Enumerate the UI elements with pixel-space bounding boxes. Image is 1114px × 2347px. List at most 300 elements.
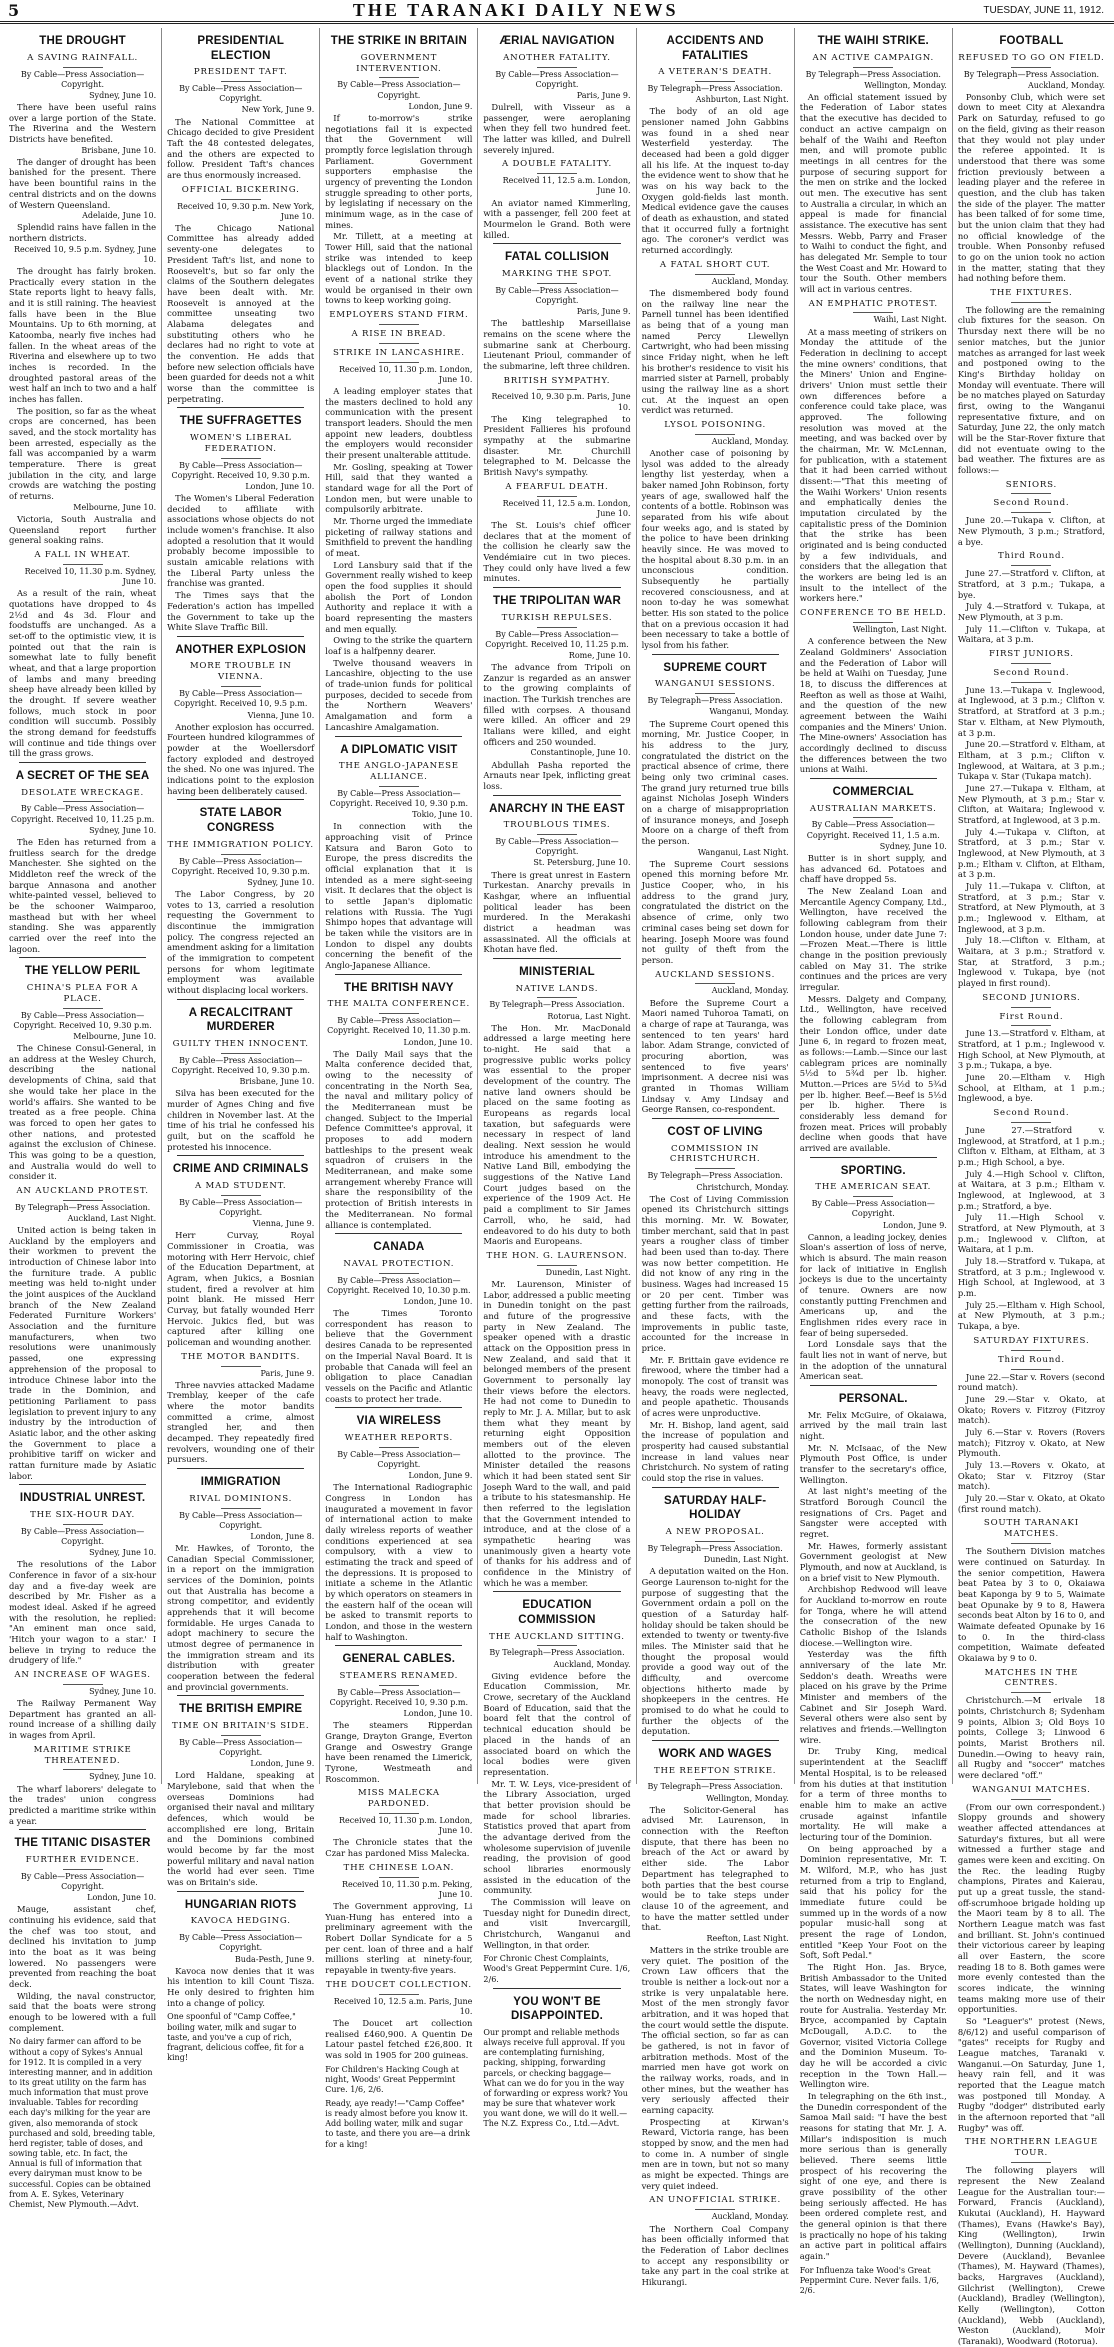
dateline: Received 11, 12.5 a.m. London, June 10.: [502, 176, 631, 196]
article-paragraph: The National Committee at Chicago decided to give President Taft the 48 contested delegates, and the others are expected to follow. President Taft's chances are thus enormously increased.: [167, 116, 315, 180]
section-headline: THE YELLOW PERIL: [24, 965, 141, 978]
subheading-rule: [537, 997, 577, 998]
wire-credit: By Cable—Press Association—Copyright.: [179, 1510, 303, 1530]
advertisement-text: For Chronic Chest Complaints, Wood's Great Peppermint Cure. 1/6, 2/6.: [483, 1954, 631, 1984]
subheading: AUSTRALIAN MARKETS.: [809, 803, 937, 814]
subheading-rule: [1011, 493, 1051, 494]
article-paragraph: The Doucet art collection realised £460,900. A Quentin De Latour pastel fetched £26,800. It was sold in 1905 for 200 guineas.: [325, 2017, 473, 2060]
section-headline: CANADA: [373, 1241, 425, 1254]
subheading-rule: [63, 67, 103, 68]
section-headline: THE SUFFRAGETTES: [179, 415, 302, 428]
subheading: THE HON. G. LAURENSON.: [486, 1250, 628, 1261]
section-headline: COMMERCIAL: [832, 785, 914, 798]
dateline: Buda-Pesth, June 9.: [234, 1954, 315, 1964]
section-divider: [652, 1118, 779, 1119]
section-headline: THE BRITISH NAVY: [344, 981, 454, 994]
article-paragraph: June 13.—Tukapa v. Inglewood, at Inglewood, at 3 p.m.; Clifton v. Stratford, at Stratford at 3 p.m.; Star v. Eltham, at New Plymouth, at 3 p.m.: [957, 684, 1105, 738]
subheading: OFFICIAL BICKERING.: [181, 184, 300, 195]
subheading-rule: [63, 1200, 103, 1201]
subheading: NATIVE LANDS.: [515, 983, 599, 994]
dateline: London, June 9.: [408, 1471, 473, 1480]
article-paragraph: Victoria, South Australia and Queensland report further general soaking rains.: [9, 513, 157, 546]
article-paragraph: Mr. Thorne urged the immediate picketing of railway stations and Smithfield to prevent the handling of meat.: [325, 516, 473, 559]
subheading-rule: [379, 343, 419, 344]
subheading: FIRST JUNIORS.: [989, 649, 1074, 659]
subheading: STEAMERS RENAMED.: [339, 1670, 459, 1681]
subheading: CONFERENCE TO BE HELD.: [800, 608, 947, 619]
dateline: Brisbane, June 10.: [81, 145, 157, 155]
section-headline: ÆRIAL NAVIGATION: [499, 35, 615, 47]
section-divider: [810, 1385, 937, 1386]
article-paragraph: June 22.—Star v. Rovers (second round match).: [957, 1371, 1105, 1393]
article-paragraph: July 11.—Tukapa v. Clifton, at Stratford, at 3 p.m.; Star v. Stratford, at New Plymouth, at 3 p.m.; Inglewood v. Eltham, at Inglewood, at 3 p.m.: [957, 880, 1105, 934]
dateline: Paris, June 9.: [576, 90, 631, 100]
section-headline: YOU WON'T BE DISAPPOINTED.: [510, 1995, 604, 2023]
subheading-rule: [537, 173, 577, 174]
section-headline: SUPREME COURT: [663, 661, 767, 674]
section-headline: EDUCATION COMMISSION: [518, 1599, 596, 1626]
subheading: GUILTY THEN INNOCENT.: [172, 1038, 309, 1049]
article-paragraph: Lord Lansbury said that if the Government really wished to keep open the food supplies it should abolish the Port of London Authority and replace it with a board representing the masters and men equally.: [325, 559, 473, 634]
subheading-rule: [853, 67, 893, 68]
subheading-rule: [63, 564, 103, 565]
section-headline: WORK AND WAGES: [658, 1747, 772, 1760]
article-paragraph: An aviator named Kimmerling, with a passenger, fell 200 feet at Mourmelon le Grand. Both were killed.: [483, 197, 631, 240]
article-paragraph: Twelve thousand weavers in Lancashire, objecting to the use of trade-union funds for political purposes, decided to secede from the Northern Weavers' Amalgamation and form a Lancashire Amalgamation.: [325, 657, 473, 732]
section-divider: [177, 1695, 304, 1696]
subheading: Third Round.: [997, 1354, 1065, 1365]
article-paragraph: Silva has been executed for the murder of Agnes Ching and five children in November last. At the time of his trial he confessed his guilt, but on the scaffold he protested his innocence.: [167, 1088, 315, 1152]
section-headline: MINISTERIAL: [519, 965, 595, 978]
article-paragraph: The Solicitor-General has advised Mr. Laurenson, in connection with the Reefton dispute, that there has been no breach of the Act or award by either side. The Labor Department has telegraphed to both parties that the best course would be to take steps under clause 10 of the agreement, and to have the matter settled under that.: [641, 1804, 789, 1933]
wire-credit: By Cable—Press Association—Copyright. Received 10, 9.30 p.m.: [329, 1687, 469, 1707]
subheading: Second Round.: [993, 667, 1070, 678]
subheading: REFUSED TO GO ON FIELD.: [958, 52, 1105, 63]
subheading: DESOLATE WRECKAGE.: [21, 787, 145, 798]
advertisement-text: No dairy farmer can afford to be without a copy of Sykes's Annual for 1912. It is compiled in a very interesting manner, and in addition to its great utility on the farm has much information that must prove invaluable. Tables for recording each day's milking for the year are given, also memoranda of stock purchased and sold, breeding table, herd register, table of doses, and sowing table, etc. In fact, the Annual is full of information that every dairyman must know to be successful. Copies can be obtained from A. E. Sykes, Veterinary Chemist, New Plymouth.—Advt.: [9, 2037, 156, 2209]
subheading-rule: [221, 199, 261, 200]
subheading-rule: [1011, 2162, 1051, 2163]
dateline: Auckland, Monday.: [553, 1659, 631, 1669]
dateline: Received 10, 12.5 a.m. Paris, June 10.: [333, 1996, 473, 2016]
article-paragraph: United action is being taken in Auckland by the employers and their workmen to prevent the introduction of Chinese labor into the furniture trade. A public meeting was held to-night under the joint auspices of the Auckland branch of the New Zealand Federated Furniture Workers' Association and the furniture manufacturers, when two resolutions were unanimously passed, one expressing apprehension of the proposal to introduce Chinese labor into the trade in the Dominion, and petitioning Parliament to pass legislation to prevent injury to any industry by the introduction of Asiatic labor, and the other asking the Government to place a prohibitive tariff on wicker and rattan furniture made by Asiatic labor.: [9, 1225, 157, 1481]
subheading: SECOND JUNIORS.: [982, 992, 1081, 1003]
dateline: London, June 10.: [403, 1709, 473, 1719]
section-headline: FOOTBALL: [999, 35, 1064, 47]
article-paragraph: So "Leaguer's" protest (News, 8/6/12) and useful comparison of "gates" receipts for Rugby and League matches, Taranaki v. Wanganui.—On Saturday, June 1, heavy rain fell, and it was reported that the League match was postponed till Monday. A Rugby "dodger" distributed early in the afternoon reported that "all Rugby" was off.: [957, 2016, 1105, 2133]
column-6: [795, 28, 953, 2296]
article-paragraph: Mr. Hawkes, of Toronto, the Canadian Special Commissioner, in a report on the immigration services of the Dominion, points out that Australia has become a strong competitor, and evidently apprehends that it will become formidable. He urges Canada to adopt machinery to secure the utmost degree of permanence in the immigration stream and its distribution with greater cooperation between the federal and provincial governments.: [167, 1543, 315, 1692]
article-paragraph: July 6.—Star v. Rovers (Rovers match); Fitzroy v. Okato, at New Plymouth.: [957, 1426, 1105, 1459]
section-divider: [19, 957, 146, 958]
section-headline: PRESIDENTIAL ELECTION: [197, 35, 285, 62]
subheading-rule: [1011, 67, 1051, 68]
section-divider: [493, 243, 620, 244]
subheading-rule: [379, 324, 419, 325]
subheading-rule: [63, 801, 103, 802]
subheading-rule: [1011, 663, 1051, 664]
subheading-rule: [1011, 1543, 1051, 1544]
subheading: THE DOUCET COLLECTION.: [325, 1979, 472, 1990]
dateline: Constantinople, June 10.: [530, 748, 631, 758]
article-paragraph: At last night's meeting of the Stratford Borough Council the resignations of Crs. Paget and Sangster were accepted with regret.: [799, 1486, 947, 1540]
subheading-rule: [1011, 1369, 1051, 1370]
article-paragraph: June 27.—Tukapa v. Eltham, at New Plymouth, at 3 p.m.; Star v. Clifton, at Waitara; Inglewood v. Stratford, at Inglewood, at 3 p.m.: [957, 782, 1105, 825]
subheading-rule: [63, 1684, 103, 1685]
article-paragraph: The Chronicle states that the Czar has pardoned Miss Malecka.: [325, 1837, 473, 1859]
section-headline: A DIPLOMATIC VISIT: [340, 743, 458, 756]
subheading: THE MALTA CONFERENCE.: [327, 999, 471, 1010]
subheading-rule: [695, 1541, 735, 1542]
section-headline: SPORTING.: [840, 1164, 906, 1177]
subheading: CHINA'S PLEA FOR A PLACE.: [26, 982, 139, 1004]
section-headline: THE TITANIC DISASTER: [14, 1837, 151, 1850]
wire-credit: By Cable—Press Association—Copyright.: [20, 1526, 145, 1546]
dateline: Melbourne, June 10.: [73, 502, 157, 512]
subheading: SENIORS.: [1005, 479, 1058, 490]
dateline: Received 10, 9.30 p.m. New York, June 10.: [177, 201, 315, 221]
subheading-rule: [379, 1994, 419, 1995]
article-paragraph: The dismembered body found on the railway line near the Parnell tunnel has been identified as being that of a young man named Percy Llewellyn Cartwright, who had been missing since Friday night, when he left his brother's residence to visit his married sister at Parnell, probably using the railway line as a short cut. At the inquest an open verdict was returned.: [641, 287, 789, 416]
dateline: Auckland, Monday.: [711, 986, 789, 996]
dateline: Reefton, Last Night.: [706, 1933, 789, 1943]
wire-credit: By Telegraph—Press Association.: [489, 1648, 625, 1658]
subheading: A FATAL SHORT CUT.: [659, 259, 771, 270]
subheading: A FEARFUL DEATH.: [505, 481, 609, 492]
subheading: THE CHINESE LOAN.: [343, 1862, 455, 1873]
dateline: Auckland, Monday.: [711, 276, 789, 286]
article-paragraph: The Right Hon. Jas. Bryce, British Ambassador to the United States, will leave Washington for the north on Wednesday night, en route for Australia. Yesterday Mr. Bryce, accompanied by Captain McDougall, A.D.C. to the Governor, visited Victoria College and the Dominion Museum. To-day he will be accorded a civic reception in the Town Hall.—Wellington wire.: [799, 1961, 947, 2090]
subheading-rule: [379, 1877, 419, 1878]
section-divider: [19, 1829, 146, 1830]
section-headline: THE WAIHI STRIKE.: [817, 35, 929, 47]
subheading: ANOTHER FATALITY.: [503, 52, 611, 63]
article-paragraph: Mr. F. Brittain gave evidence re firewood, where the timber had a monopoly. The cost of transit was heavy, the roads were neglected, and people apathetic. Thousands of acres were unproductive.: [641, 1354, 789, 1419]
dateline: Rotorua, Last Night.: [547, 1011, 631, 1021]
dateline: Received 11, 12.5 a.m. London, June 10.: [502, 498, 631, 518]
wire-credit: By Telegraph—Press Association.: [647, 696, 783, 706]
subheading: NAVAL PROTECTION.: [343, 1258, 455, 1269]
subheading-rule: [379, 1447, 419, 1448]
article-paragraph: June 20.—Eltham v. High School, at Eltham, at 1 p.m.; Inglewood, a bye.: [957, 1072, 1105, 1104]
subheading: RIVAL DOMINIONS.: [189, 1493, 293, 1504]
article-paragraph: The Hon. Mr. MacDonald addressed a large meeting here to-night. He said that a progressive public works policy was essential to the proper development of the country. The native land owners should be placed on the same footing as Europeans as regards local taxation, but safeguards were necessary in respect of land dealing. Next session he would introduce his amendment to the Native Land Bill, embodying the suggestions of the Native Land Court judges based on the experience of the 1909 Act. He paid a compliment to Sir James Carroll, who, he said, had endeavored to do his duty to both Maoris and Europeans.: [483, 1022, 631, 1247]
article-paragraph: The wharf laborers' delegate to the trades' union congress predicted a maritime strike within a year.: [9, 1783, 157, 1826]
article-paragraph: The position, so far as the wheat crops are concerned, has been saved, and the stock mortality has been arrested, especially as the fall was accompanied by a warm temperature. There is great jubilation in the city, and large crowds are watching the posting of returns.: [9, 405, 157, 502]
dateline: Wanganui, Last Night.: [697, 847, 789, 857]
subheading-rule: [1011, 565, 1051, 566]
subheading-rule: [537, 283, 577, 284]
subheading: GOVERNMENT INTERVENTION.: [356, 52, 442, 74]
article-paragraph: Dulrell, with Visseur as a passenger, were aeroplaning when they fell two hundred feet. The latter was killed, and Dulrell severely injured.: [483, 101, 631, 155]
subheading-rule: [221, 1195, 261, 1196]
article-paragraph: July 13.—Rovers v. Okato, at Okato; Star v. Fitzroy (Star match).: [957, 1460, 1105, 1492]
column-2: [162, 28, 320, 2063]
issue-date: TUESDAY, JUNE 11, 1912.: [983, 5, 1104, 16]
dateline: London, June 10.: [403, 1037, 473, 1047]
article-paragraph: Herr Curvay, Royal Commissioner in Croatia, was motoring with Herr Hervoic, chief of the Education Department, at Agram, when Jukics, a Bosnian student, fired a revolver at him point blank. He missed Herr Curvay, but fatally wounded Herr Hervoic. Jukics fled, but was captured after killing one policeman and wounding another.: [167, 1230, 315, 1347]
dateline: Vienna, June 9.: [252, 1219, 315, 1229]
article-paragraph: The following are the remaining club fixtures for the season. On Thursday next there will be no senior matches, but the junior matches as arranged for last week and postponed owing to the King's Birthday holiday on Monday will eventuate. There will be no matches played on Saturday first, owing to the Wanganui representative fixture, and on Saturday, June 22, the only match will be the Star-Rover fixture that did not eventuate owing to the bad weather. The fixtures are as follows:—: [957, 304, 1105, 475]
wire-credit: By Telegraph—Press Association.: [14, 1202, 151, 1212]
section-divider: [335, 1233, 462, 1234]
subheading: THE SIX-HOUR DAY.: [30, 1509, 135, 1520]
dateline: Dunedin, Last Night.: [545, 1267, 631, 1277]
section-divider: [493, 1591, 620, 1592]
masthead: [0, 0, 1114, 24]
article-paragraph: The danger of drought has been banished for the present. There have been bountiful rains in the central districts and on the downs of Western Queensland.: [9, 156, 157, 210]
subheading: AUCKLAND SESSIONS.: [655, 969, 776, 980]
newspaper-page: [0, 24, 1114, 2347]
subheading: AN EMPHATIC PROTEST.: [808, 298, 938, 309]
dateline: Wanganui, Monday.: [709, 707, 789, 717]
subheading-rule: [63, 1524, 103, 1525]
section-headline: A SECRET OF THE SEA: [15, 769, 150, 782]
article-paragraph: The King telegraphed to President Fallieres his profound sympathy at the submarine disaster. Mr. Churchill telegraphed to M. Delcasse the British Navy's sympathy.: [483, 413, 631, 478]
subheading: THE REEFTON STRIKE.: [653, 1765, 777, 1776]
article-paragraph: The body of an old age pensioner named John Gabbins was found in a shed near Westerfield yesterday. The deceased had been a gold digger all his life. At the inquest to-day the evidence went to show that he was on his way back to the Oxygen gold-fields last month. Medical evidence gave the causes of death as exhaustion, and stated that it occurred fully a fortnight ago. The coroner's verdict was returned accordingly.: [641, 106, 789, 256]
article-paragraph: Matters in the strike trouble are very quiet. The position of the Crown Law officers that the trouble is neither a lock-out nor a strike is very unpalatable here. Most of the men strongly favor arbitration, and it was hoped that the court would settle the dispute. The official section, so far as can be gathered, is not in favor of arbitration methods. Most of the married men have got work on the railway works, roads, and in other mines, but the weather has very seriously affected their earning capacity.: [641, 1945, 789, 2116]
subheading: MATCHES IN THE CENTRES.: [984, 1667, 1079, 1689]
dateline: Auckland, Last Night.: [67, 1213, 157, 1223]
section-headline: CRIME AND CRIMINALS: [172, 1163, 309, 1176]
article-paragraph: Another case of poisoning by lysol was added to the already lengthy list yesterday, when a baker named John Robinson, forty years of age, swallowed half the contents of a bottle. Robinson was separated from his wife about four weeks ago, and is stated by the police to have been drinking heavily since. He was moved to the hospital about 8.30 p.m. in an unconscious condition. Subsequently he partially recovered consciousness, and at noon to-day he was somewhat better. His son stated to the police that on a previous occasion it had been necessary to take a bottle of lysol from his father.: [641, 448, 789, 651]
subheading-rule: [221, 1508, 261, 1509]
wire-credit: By Cable—Press Association—Copyright.: [179, 1197, 303, 1217]
advertisement-text: Our prompt and reliable methods always receive full approval. If you are contemplating furnishing, packing, shipping, forwarding parcels, or checking baggage—What can we do for you in the way of forwarding or express work? You may be sure that whatever work you want done, we will do it well.—The N.Z. Express Co., Ltd.—Advt.: [483, 2027, 628, 2129]
subheading-rule: [63, 1869, 103, 1870]
subheading-rule: [1011, 1007, 1051, 1008]
dateline: Tokio, June 10.: [412, 810, 473, 820]
section-divider: [177, 799, 304, 800]
section-divider: [177, 1468, 304, 1469]
subheading: A FALL IN WHEAT.: [34, 549, 131, 560]
subheading-rule: [379, 1813, 419, 1814]
article-paragraph: A leading employer states that the masters declined to hold any communication with the present transport leaders. Should the men appoint new leaders, doubtless the employers would reconsider their present unalterable attitude.: [325, 386, 473, 461]
subheading-rule: [537, 496, 577, 497]
article-paragraph: (From our own correspondent.) Sloppy grounds and showery weather affected attendances at Saturday's fixtures, but all were witnessed a further stage and games were keen and exciting. On the Rec. the leading Rugby champions, Pirates and Kaierau, put up a great tussle, the stand-off-scrumhooe brigade holding up the Maori team by 8 to all. The Northern League match was fast and brilliant. St. John's continued their victorious career by leaping all over Eastern, the score reading 18 to 8. Both games were more evenly contested than the scores indicate, the winning teams making more use of their opportunities.: [957, 1801, 1105, 2015]
subheading: MARKING THE SPOT.: [501, 268, 613, 279]
dateline: Sydney, June 10.: [89, 1686, 157, 1696]
dateline: Received 10, 9.30 p.m. Paris, June 10.: [491, 392, 631, 412]
section-headline: STATE LABOR CONGRESS: [199, 807, 282, 835]
wire-credit: By Cable—Press Association—Copyright. Received 10, 9.30 p.m.: [171, 856, 310, 876]
subheading-rule: [379, 1685, 419, 1686]
subheading: MORE TROUBLE IN VIENNA.: [189, 661, 292, 683]
article-paragraph: June 13.—Stratford v. Eltham, at Stratford, at 1 p.m.; Inglewood v. High School, at New Plymouth, at 3 p.m.; Tukapa, a bye.: [957, 1028, 1105, 1071]
article-paragraph: July 11.—Clifton v. Tukapa, at Waitara, at 3 p.m.: [957, 623, 1105, 645]
subheading: WOMEN'S LIBERAL FEDERATION.: [189, 432, 292, 454]
subheading-rule: [537, 627, 577, 628]
article-paragraph: Mr. T. W. Leys, vice-president of the Library Association, urged that better provision should be made for school libraries. Statistics proved that apart from the advantage derived from the wholesome supervision of juvenile reading, the provision of good school libraries enormously assisted in the education of the community.: [483, 1778, 631, 1896]
subheading-rule: [537, 67, 577, 68]
article-paragraph: If to-morrow's strike negotiations fail it is expected that the Government will promptly force legislation through Parliament. Government supporters emphasise the urgency of preventing the London struggle spreading to other ports, by legislating if necessary on the minimum wage, as in the case of mines.: [325, 112, 473, 230]
subheading-rule: [1011, 1350, 1051, 1351]
section-divider: [652, 1740, 779, 1741]
article-paragraph: The Supreme Court sessions opened this morning before Mr. Justice Cooper, who, in his address to the grand jury, congratulated the district on the absence of crime, only two criminal cases being set down for hearing. Joseph Moore was found not guilty of theft from the person.: [641, 858, 789, 965]
dateline: Wellington, Monday.: [864, 80, 947, 90]
section-headline: FATAL COLLISION: [505, 251, 609, 264]
subheading-rule: [537, 1645, 577, 1646]
article-paragraph: June 27.—Stratford v. Inglewood, at Stratford, at 1 p.m.; Clifton v. Eltham, at Eltham, at 3 p.m.; High School, a bye.: [957, 1125, 1105, 1168]
wire-credit: By Telegraph—Press Association.: [647, 1782, 783, 1792]
section-divider: [810, 778, 937, 779]
article-paragraph: Lord Lonsdale says that the fault lies not in want of nerve, but in the adoption of the unnatural American seat.: [799, 1339, 947, 1382]
subheading-rule: [221, 1735, 261, 1736]
dateline: Paris, June 9.: [260, 1368, 315, 1378]
wire-credit: By Telegraph—Press Association.: [647, 1543, 783, 1553]
section-headline: COST OF LIVING: [667, 1125, 763, 1138]
section-divider: [19, 1484, 146, 1485]
wire-credit: By Cable—Press Association—Copyright. Received 10, 9.30 p.m.: [13, 1010, 152, 1030]
subheading-rule: [695, 1779, 735, 1780]
section-divider: [493, 587, 620, 588]
subheading: THE NORTHERN LEAGUE TOUR.: [964, 2137, 1098, 2159]
article-paragraph: There have been useful rains over a large portion of the State. The Riverina and the Western Districts have benefited.: [9, 101, 157, 144]
section-headline: THE TRIPOLITAN WAR: [493, 595, 621, 608]
subheading-rule: [1011, 1122, 1051, 1123]
wire-credit: By Cable—Press Association—Copyright. Received 10, 9.5 p.m.: [174, 689, 308, 709]
article-paragraph: July 4.—High School v. Clifton, at Waitara, at 3 p.m.; Eltham v. Inglewood, at Inglewood, at 3 p.m.; Stratford, a bye.: [957, 1168, 1105, 1211]
section-headline: SATURDAY HALF-HOLIDAY: [664, 1494, 767, 1522]
page-number: 5: [8, 1, 20, 20]
subheading: THE MOTOR BANDITS.: [181, 1351, 301, 1362]
article-paragraph: Butter is in short supply, and has advanced 6d. Potatoes and chaff have dropped 5s.: [799, 852, 947, 885]
dateline: Melbourne, June 10.: [73, 1031, 157, 1041]
article-paragraph: June 20.—Stratford v. Eltham, at Eltham, at 3 p.m.; Clifton v. Inglewood, at Waitara, at 3 p.m.; Tukapa v. Star (Tukapa match).: [957, 739, 1105, 782]
advertisement-text: One spoonful of "Camp Coffee," boiling water, milk and sugar to taste, and you've a cup of rich, fragrant, delicious coffee, fit for a king!: [167, 2012, 305, 2063]
article-paragraph: Mr. Felix McGuire, of Okaiawa, arrived by the mail train last night.: [799, 1409, 947, 1441]
subheading-rule: [221, 458, 261, 459]
article-paragraph: On being approached by a Dominion representative, Mr. T. M. Wilford, M.P., who has just returned from a trip to England, said that his policy for the immediate future could be summed up in the words of a now popular music-hall song at present the rage of London, entitled "Keep Your Foot on the Soft, Soft Pedal.": [799, 1843, 947, 1961]
article-paragraph: Mr. Gosling, speaking at Tower Hill, said that they wanted a standard wage for all the Port of London men, but were unable to compulsorily arbitrate.: [325, 461, 473, 515]
subheading: THE ANGLO-JAPANESE ALLIANCE.: [338, 761, 459, 782]
article-paragraph: The Railway Permanent Way Department has granted an all-round increase of a shilling daily in wages from April.: [9, 1697, 157, 1740]
dateline: Vienna, June 10.: [247, 710, 315, 720]
article-paragraph: Yesterday was the fifth anniversary of the late Mr. Seddon's death. Wreaths were placed on his grave by the Prime Minister and members of the Cabinet and Sir Joseph Ward. Several others were also sent by relatives and friends.—Wellington wire.: [799, 1649, 947, 1745]
article-paragraph: Kavoca now denies that it was his intention to kill Count Tisza. He only desired to frighten him into a change of policy.: [167, 1965, 315, 2008]
article-paragraph: July 4.—Stratford v. Tukapa, at New Plymouth, at 3 p.m.: [957, 601, 1105, 622]
section-headline: IMMIGRATION: [200, 1476, 281, 1489]
dateline: Auckland, Monday.: [711, 2212, 789, 2222]
section-headline: THE DROUGHT: [39, 35, 126, 47]
article-paragraph: In telegraphing on the 6th inst., the Dunedin correspondent of the Samoa Mail said: "I have the best reasons for stating that Mr. J. A. Millar's indisposition is much more serious than is generally believed. There seems little prospect of his recovering the sight of one eye, and there is grave possibility of the other being seriously affected. He has been ordered complete rest, and the general opinion is that there is practically no hope of his taking an active part in political affairs again.": [799, 2090, 947, 2262]
subheading: STRIKE IN LANCASHIRE.: [332, 347, 465, 358]
dateline: Received 10, 11.30 p.m. London, June 10.: [339, 1816, 473, 1836]
dateline: Auckland, Monday.: [711, 436, 789, 446]
dateline: London, June 10.: [403, 1296, 473, 1306]
article-paragraph: The Southern Division matches were continued on Saturday. In the senior competition, Hawera beat Patea by 3 to 0, Okaiawa beat Kaponga by 9 to 5, Waimate beat Opunake by 9 to 8, Hawera seconds beat Alton by 16 to 0, and Waimate defeated Opunake by 16 to 0. In the third-class competition, Waimate defeated Okaiawa by 9 to 0.: [957, 1546, 1105, 1663]
dateline: New York, June 9.: [241, 105, 315, 115]
advertisement-text: For Influenza take Wood's Great Peppermint Cure. Never fails. 1/6, 2/6.: [799, 2265, 940, 2296]
subheading: THE AUCKLAND SITTING.: [489, 1631, 625, 1642]
article-paragraph: July 20.—Star v. Okato, at Okato (first round match).: [957, 1493, 1105, 1514]
subheading-rule: [695, 2209, 735, 2210]
subheading: A RISE IN BREAD.: [351, 328, 447, 339]
article-paragraph: Mauge, assistant chef, continuing his evidence, said that the chef was too stout, and declined his invitation to jump into the boat as it was being lowered. No passengers were prevented from reaching the boat deck.: [9, 1904, 157, 1989]
subheading-rule: [537, 834, 577, 835]
subheading: FURTHER EVIDENCE.: [25, 1854, 140, 1865]
section-divider: [177, 1155, 304, 1156]
article-paragraph: Archbishop Redwood will leave for Auckland to-morrow en route for Tonga, where he will attend the consecration of the new Catholic Bishop of the Islands diocese.—Wellington wire.: [799, 1584, 947, 1648]
section-divider: [177, 999, 304, 1000]
dateline: Sydney, June 10.: [879, 841, 947, 851]
subheading: AN ACTIVE CAMPAIGN.: [812, 52, 935, 63]
wire-credit: By Telegraph—Press Association.: [647, 84, 783, 94]
subheading: A VETERAN'S DEATH.: [658, 67, 773, 78]
article-paragraph: The Eden has returned from a fruitless search for the dredge Manchester. She sighted on the Middleton reef the wreck of the barque Annasona and another white-painted vessel, believed to be the schooner Waimparoo, masthead but with her wheel standing. She was apparently carried over the reef into the lagoon.: [9, 836, 157, 954]
subheading-rule: [853, 1196, 893, 1197]
article-paragraph: The Supreme Court opened this morning, Mr. Justice Cooper, in his address to the jury, congratulated the district on the practical absence of crime, there being only two criminal cases. The grand jury returned true bills against Nicholas Joseph Winders on a charge of misappropriation of insurance moneys, and Joseph Moore on a charge of theft from the person.: [641, 718, 789, 846]
subheading: SOUTH TARANAKI MATCHES.: [983, 1518, 1079, 1540]
subheading: A DOUBLE FATALITY.: [501, 159, 613, 170]
section-headline: GENERAL CABLES.: [342, 1653, 456, 1666]
dateline: London, June 8.: [250, 1531, 315, 1541]
article-paragraph: Three navvies attacked Madame Tremblay, keeper of the cafe where the motor bandits committed a crime, almost strangled her, and then decamped. They repeatedly fired revolvers, wounding one of their pursuers.: [167, 1379, 315, 1465]
wire-credit: By Cable—Press Association—Copyright.: [20, 1871, 145, 1891]
section-headline: VIA WIRELESS: [356, 1415, 442, 1428]
subheading-rule: [695, 983, 735, 984]
column-7: [953, 28, 1110, 2347]
article-paragraph: In connection with the approaching visit of Prince Katsura and Baron Goto to Europe, the press discredits the official explanation that it is intended as a mere sight-seeing visit. It declares that the object is to settle Japan's diplomatic relations with Russia. The Yugi Shimpo hopes that advantage will be taken while the visitors are in London to dispel any doubts concerning the benefit of the Anglo-Japanese Alliance.: [325, 821, 473, 971]
wire-credit: By Telegraph—Press Association.: [963, 69, 1100, 79]
wire-credit: By Cable—Press Association—Copyright.: [495, 837, 619, 857]
dateline: Sydney, June 10.: [89, 90, 157, 100]
dateline: Wellington, Last Night.: [852, 625, 947, 635]
subheading: Third Round.: [997, 551, 1065, 562]
article-paragraph: At a mass meeting of strikers on Monday the attitude of the Federation in declining to accept the mine owners' conditions, that the Miners' Union and Engine-drivers' Union must settle their own differences before a conference could take place, was approved. The following resolution was moved at the meeting, and was backed over by the chairman, Mr. W. McLennan, for publication, with a statement that it had been carried without dissent:—"That this meeting of the Waihi Workers' Union resents and emphatically denies the imputation circulated by the capitalistic press of the Dominion that the strike has been originated and is being conducted by a few individuals, and considers that the allegation that the workers are being led is an insult to the intellect of the workers here.": [799, 326, 947, 604]
subheading: TROUBLOUS TIMES.: [503, 820, 611, 831]
wire-credit: By Cable—Press Association—Copyright.: [337, 1449, 461, 1469]
newspaper-title: THE TARANAKI DAILY NEWS: [352, 0, 679, 20]
section-headline: THE BRITISH EMPIRE: [179, 1703, 303, 1716]
section-divider: [335, 1407, 462, 1408]
wire-credit: By Cable—Press Association—Copyright.: [20, 69, 145, 89]
dateline: Sydney, June 10.: [89, 1548, 157, 1558]
subheading: A NEW PROPOSAL.: [665, 1527, 765, 1538]
wire-credit: By Cable—Press Association—Copyright.: [811, 1199, 935, 1219]
subheading: COMMISSION IN CHRISTCHURCH.: [669, 1143, 761, 1165]
dateline: Dunedin, Last Night.: [703, 1555, 789, 1565]
wire-credit: By Cable—Press Association—Copyright.: [495, 69, 619, 89]
wire-credit: By Cable—Press Association—Copyright. Received 10, 9.30 p.m.: [329, 788, 469, 809]
section-divider: [335, 974, 462, 975]
article-paragraph: Prospecting at Kirwan's Reward, Victoria range, has been stopped by snow, and the men had to come in. A number of single men are in town, but not so many as might be expected. Things are very quiet indeed.: [641, 2116, 789, 2191]
subheading-rule: [695, 1168, 735, 1169]
dateline: Sydney, June 10.: [247, 877, 315, 887]
wire-credit: By Cable—Press Association—Copyright. Received 10, 9.30 p.m.: [171, 1055, 310, 1075]
article-paragraph: The Government approving, Li Yuan-Hung has entered into a preliminary agreement with the Robert Dollar Syndicate for a 5 per cent. loan of three and a half millions sterling at ninety-four, repayable in twenty-five years.: [325, 1900, 473, 1975]
dateline: Rome, June 10.: [568, 650, 631, 660]
subheading: BRITISH SYMPATHY.: [503, 375, 611, 386]
subheading: WANGANUI SESSIONS.: [654, 679, 776, 690]
subheading-rule: [853, 817, 893, 818]
section-headline: ACCIDENTS AND FATALITIES: [666, 35, 764, 62]
section-divider: [177, 636, 304, 637]
dateline: Received 10, 11.30 p.m. London, June 10.: [339, 364, 473, 384]
subheading: THE IMMIGRATION POLICY.: [167, 839, 314, 850]
article-paragraph: Mr. H. Bishop, land agent, said the increase of population and prosperity had caused substantial increase in land values near Christchurch. No system of rating could stop the rise in values.: [641, 1419, 789, 1484]
column-5: [637, 28, 795, 2287]
subheading-rule: [221, 81, 261, 82]
subheading-rule: [379, 786, 419, 787]
subheading: A SAVING RAINFALL.: [27, 52, 139, 63]
dateline: Sydney, June 10.: [89, 1772, 157, 1782]
article-paragraph: A deputation waited on the Hon. George Laurenson to-night for the purpose of suggesting that the Government ordain a poll on the question of a Saturday half-holiday should be taken should be extended to twenty or twenty-five miles. The Minister said that he thought the proposal would provide a good way out of the difficulty, and overcome objections hitherto made by shopkeepers in the centres. He promised to do what he could to further the objects of the deputation.: [641, 1566, 789, 1737]
wire-credit: By Cable—Press Association—Copyright. Received 10, 11.25 p.m.: [10, 804, 155, 824]
article-paragraph: The Chicago National Committee has already added seventy-one delegates to President Taft's list, and none to Roosevelt's, but so far only the claims of the Southern delegates have been dealt with. Mr. Roosevelt is annoyed at the committee unseating two Alabama delegates and substituting others who he declares had no right to vote at the convention. He adds that before new selection officials have been guarded for deeds not a whit worse than the committee is perpetrating.: [167, 222, 315, 404]
wire-credit: By Cable—Press Association—Copyright. Received 10, 9.30 p.m.: [171, 460, 310, 480]
